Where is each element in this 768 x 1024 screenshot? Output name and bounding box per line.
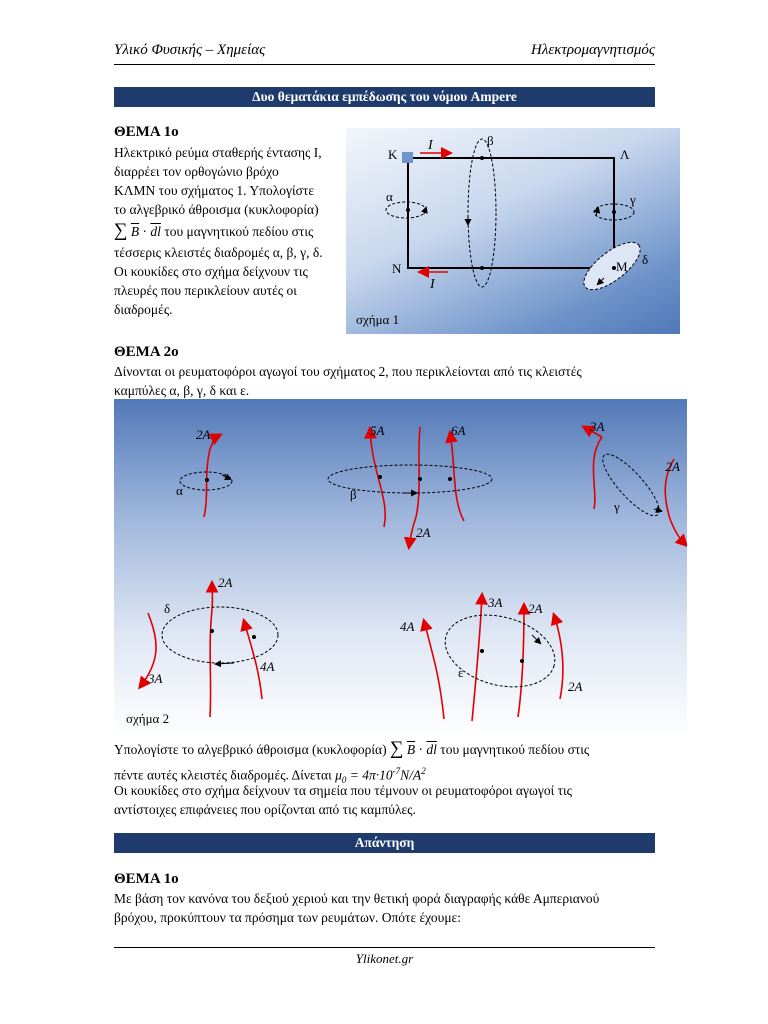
figure-2-diagram [114, 399, 687, 737]
vector-b: $\overline{B}$ [130, 224, 140, 239]
current-label: 3A [590, 419, 605, 434]
label-m: M [616, 259, 628, 274]
label-epsilon: ε [458, 665, 464, 680]
theme2-given-pre: πέντε αυτές κλειστές διαδρομές. Δίνεται [114, 767, 332, 783]
theme2-intro [114, 362, 674, 400]
theme2-calc-post: του μαγνητικού πεδίου στις [440, 742, 590, 757]
label-i-top: I [428, 138, 433, 153]
current-label: 2A [196, 427, 211, 442]
label-gamma: γ [630, 192, 636, 207]
figure-2-caption: σχήμα 2 [126, 711, 170, 726]
vector-dl: $\overline{dl}$ [426, 742, 437, 757]
mu-exp: -7 [392, 766, 401, 776]
dot [520, 659, 524, 663]
sum-symbol: ∑ [389, 738, 404, 759]
answer-line: Με βάση τον κανόνα του δεξιού χεριού και την θετική φορά διαγραφής κάθε Αμπεριανού [114, 891, 600, 906]
label-i-bottom: I [430, 277, 435, 292]
current-label: 5A [370, 423, 385, 438]
current-label: 2A [665, 459, 680, 474]
wire-alpha-1 [204, 435, 220, 517]
header-right: Ηλεκτρομαγνητισμός [531, 42, 655, 58]
label-l: Λ [620, 147, 630, 162]
theme2-heading: ΘΕΜΑ 2ο [114, 344, 179, 360]
figure-1-diagram [346, 128, 680, 334]
current-label: 4A [260, 659, 275, 674]
mu-sub: 0 [341, 775, 347, 786]
path-eps-2 [437, 604, 563, 699]
label-n: N [392, 261, 402, 276]
path-eps-2-arrow [532, 635, 540, 643]
figure-1 [346, 128, 680, 334]
label-gamma: γ [614, 499, 620, 514]
theme1-line: ΚΛΜΝ του σχήματος 1. Υπολογίστε [114, 183, 315, 198]
wire-eps-1 [424, 621, 444, 719]
label-beta: β [487, 133, 494, 148]
path-delta-2 [162, 607, 278, 663]
theme1-line: διαδρομές. [114, 302, 173, 317]
dot-gamma [612, 210, 616, 214]
theme1-line: διαρρέει τον ορθογώνιο βρόχο [114, 164, 279, 179]
theme1-text [114, 143, 344, 319]
vector-dl: $\overline{dl}$ [150, 224, 161, 239]
answer-bar: Απάντηση [114, 833, 655, 853]
mu-eq: = 4π·10 [346, 767, 393, 783]
wire-delta-1 [210, 583, 212, 717]
label-alpha: α [386, 189, 393, 204]
dot [448, 477, 452, 481]
label-alpha: α [176, 483, 183, 498]
theme2-calc-line [114, 737, 674, 765]
dot-beta-top [480, 156, 484, 160]
theme1-line: Ηλεκτρικό ρεύμα σταθερής έντασης Ι, [114, 145, 322, 160]
path-gamma-arrow [596, 208, 598, 216]
figure-1-caption: σχήμα 1 [356, 312, 400, 327]
dot [205, 478, 209, 482]
dot [378, 475, 382, 479]
theme2-intro-line: καμπύλες α, β, γ, δ και ε. [114, 383, 250, 398]
current-label: 2A [568, 679, 583, 694]
footer-text: Ylikonet.gr [355, 951, 414, 966]
answer-line: βρόχου, προκύπτουν τα πρόσημα των ρευμάτων. Οπότε έχουμε: [114, 910, 461, 925]
mu-unit: N/A [400, 767, 422, 783]
theme2-note-line: αντίστοιχες επιφάνειες που ορίζονται από τις καμπύλες. [114, 802, 416, 817]
path-beta [468, 139, 496, 287]
dot [480, 649, 484, 653]
label-delta: δ [642, 252, 649, 267]
header-rule [114, 64, 655, 65]
dot [418, 477, 422, 481]
dot-symbol: · [142, 224, 148, 239]
wire-beta-1 [370, 429, 385, 527]
label-delta: δ [164, 601, 171, 616]
header-left: Υλικό Φυσικής – Χημείας [114, 42, 266, 58]
theme1-formula-line [114, 219, 344, 243]
label-k: K [388, 147, 398, 162]
wire-eps-4 [554, 615, 563, 699]
path-delta [577, 234, 648, 298]
label-beta: β [350, 487, 357, 502]
current-label: 4A [400, 619, 415, 634]
mu-symbol: μ [335, 767, 342, 783]
theme1-line: του μαγνητικού πεδίου στις [164, 224, 314, 239]
answer-heading: ΘΕΜΑ 1ο [114, 871, 179, 887]
dot [252, 635, 256, 639]
sum-symbol: ∑ [114, 220, 128, 241]
current-label: 2A [218, 575, 233, 590]
dot-alpha [406, 208, 410, 212]
title-bar: Δυο θεματάκια εμπέδωσης του νόμου Ampere [114, 87, 655, 107]
theme1-line: πλευρές που περικλείουν αυτές οι [114, 283, 297, 298]
current-label: 2A [416, 525, 431, 540]
dot-symbol: · [418, 742, 423, 757]
theme1-line: τέσσερις κλειστές διαδρομές α, β, γ, δ. [114, 245, 323, 260]
theme1-line: Οι κουκίδες στο σχήμα δείχνουν τις [114, 264, 308, 279]
theme1-heading: ΘΕΜΑ 1ο [114, 124, 179, 140]
theme1-line: το αλγεβρικό άθροισμα (κυκλοφορία) [114, 202, 319, 217]
footer-rule [114, 947, 655, 948]
current-label: 6A [451, 423, 466, 438]
theme2-note [114, 781, 674, 819]
current-label: 3A [488, 595, 503, 610]
path-gamma-2-arrow [654, 509, 661, 511]
loop-klmn [408, 158, 614, 268]
theme2-note-line: Οι κουκίδες στο σχήμα δείχνουν τα σημεία που τέμνουν οι ρευματοφόροι αγωγοί τις [114, 783, 572, 798]
current-label: 3A [148, 671, 163, 686]
vector-b: $\overline{B}$ [406, 742, 416, 757]
corner-k-marker [402, 152, 413, 163]
current-label: 2A [528, 601, 543, 616]
path-gamma-2 [595, 447, 666, 523]
wire-beta-3 [450, 433, 464, 521]
theme2-intro-line: Δίνονται οι ρευματοφόροι αγωγοί του σχήματος 2, που περικλείονται από τις κλειστές [114, 364, 582, 379]
dot-beta-bottom [480, 266, 484, 270]
theme2-calc-pre: Υπολογίστε το αλγεβρικό άθροισμα (κυκλοφορία) [114, 742, 387, 757]
figure-2 [114, 399, 687, 737]
mu-unit-exp: 2 [421, 766, 426, 776]
wire-eps-2 [472, 595, 482, 721]
dot [210, 629, 214, 633]
answer-text [114, 889, 674, 927]
wire-gamma-1 [593, 437, 602, 509]
